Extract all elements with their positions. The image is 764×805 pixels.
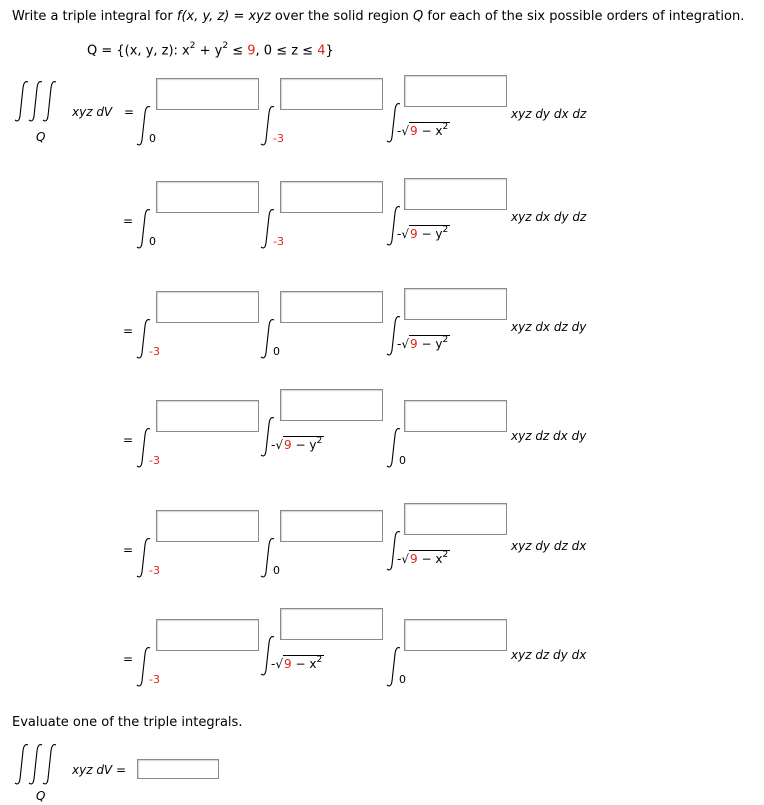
radical-sign: √ (401, 552, 409, 566)
bound-value: 9 (284, 438, 292, 452)
lower-limit-sqrt (397, 123, 450, 138)
answer-input[interactable] (137, 759, 219, 779)
integral-sign (384, 101, 424, 181)
minus-sign: - (397, 337, 402, 351)
radicand-term: − x (291, 657, 317, 671)
bound-value: 9 (410, 124, 418, 138)
radicand (409, 335, 450, 351)
exponent: 2 (222, 41, 229, 51)
integral-sign (258, 634, 298, 714)
differential-order: xyz dy dx dz (511, 107, 587, 121)
minus-sign: - (271, 438, 276, 452)
set-text: , 0 ≤ z ≤ (255, 43, 318, 59)
lower-limit: -3 (149, 454, 160, 467)
lower-limit: 0 (399, 454, 406, 467)
radicand (409, 122, 450, 138)
equals-sign: = (123, 543, 134, 557)
equals-sign: = (123, 652, 134, 666)
integrand-label: xyz dV (72, 105, 113, 119)
equals-sign: = (124, 105, 135, 119)
radicand (283, 436, 324, 452)
exponent: 2 (442, 122, 449, 132)
minus-sign: - (397, 227, 402, 241)
region-definition (87, 42, 334, 58)
radicand-term: − x (417, 124, 443, 138)
lower-limit-sqrt (397, 226, 450, 241)
lower-limit: -3 (149, 345, 160, 358)
radicand-term: − y (417, 227, 443, 241)
differential-order: xyz dy dz dx (511, 539, 587, 553)
evaluate-integrand: xyz dV = (72, 763, 127, 777)
bound-value: 9 (284, 657, 292, 671)
radical-sign: √ (275, 657, 283, 671)
set-text: ≤ (228, 43, 248, 59)
lower-limit: -3 (149, 564, 160, 577)
radicand (409, 550, 450, 566)
radicand-term: − y (417, 337, 443, 351)
radical-sign: √ (401, 124, 409, 138)
differential-order: xyz dz dx dy (511, 429, 587, 443)
radicand (409, 225, 450, 241)
integral-sign (384, 204, 424, 284)
lower-limit-sqrt (271, 656, 324, 671)
radical-sign: √ (401, 337, 409, 351)
exponent: 2 (442, 335, 449, 345)
lower-limit-sqrt (397, 336, 450, 351)
integral-sign (384, 314, 424, 394)
question-prompt (12, 9, 744, 24)
set-text: + y (195, 43, 223, 59)
lower-limit: 0 (149, 132, 156, 145)
radical-sign: √ (275, 438, 283, 452)
triple-integral-sign (14, 741, 66, 787)
exponent: 2 (316, 436, 323, 446)
exponent: 2 (442, 550, 449, 560)
region-label: Q (36, 789, 46, 803)
bound-value: 9 (410, 337, 418, 351)
minus-sign: - (397, 124, 402, 138)
equals-sign: = (123, 214, 134, 228)
bound-value: 9 (247, 43, 256, 59)
exponent: 2 (442, 225, 449, 235)
equals-sign: = (123, 433, 134, 447)
radical-sign: √ (401, 227, 409, 241)
set-text: } (325, 43, 334, 59)
lower-limit: -3 (273, 132, 284, 145)
set-text: Q = {(x, y, z): x (87, 43, 190, 59)
lower-limit: 0 (273, 345, 280, 358)
exponent: 2 (316, 655, 323, 665)
lower-limit: 0 (399, 673, 406, 686)
exponent: 2 (189, 41, 196, 51)
evaluate-prompt: Evaluate one of the triple integrals. (12, 715, 243, 730)
differential-order: xyz dz dy dx (511, 648, 587, 662)
lower-limit-sqrt (271, 437, 324, 452)
triple-integral-sign (14, 78, 66, 124)
function-expression: f(x, y, z) = xyz (176, 9, 271, 24)
region-name: Q (413, 9, 424, 24)
lower-limit: -3 (273, 235, 284, 248)
differential-order: xyz dx dy dz (511, 210, 587, 224)
differential-order: xyz dx dz dy (511, 320, 587, 334)
bound-value: 9 (410, 227, 418, 241)
radicand (283, 655, 324, 671)
lower-limit: 0 (273, 564, 280, 577)
minus-sign: - (271, 657, 276, 671)
lower-limit: 0 (149, 235, 156, 248)
prompt-text: over the solid region (270, 9, 414, 24)
lower-limit: -3 (149, 673, 160, 686)
integral-sign (384, 529, 424, 609)
region-label: Q (36, 130, 46, 144)
radicand-term: − y (291, 438, 317, 452)
bound-value: 4 (317, 43, 326, 59)
bound-value: 9 (410, 552, 418, 566)
prompt-text: for each of the six possible orders of integration. (423, 9, 745, 24)
lower-limit-sqrt (397, 551, 450, 566)
integral-sign (258, 415, 298, 495)
minus-sign: - (397, 552, 402, 566)
prompt-text: Write a triple integral for (12, 9, 177, 24)
radicand-term: − x (417, 552, 443, 566)
equals-sign: = (123, 324, 134, 338)
